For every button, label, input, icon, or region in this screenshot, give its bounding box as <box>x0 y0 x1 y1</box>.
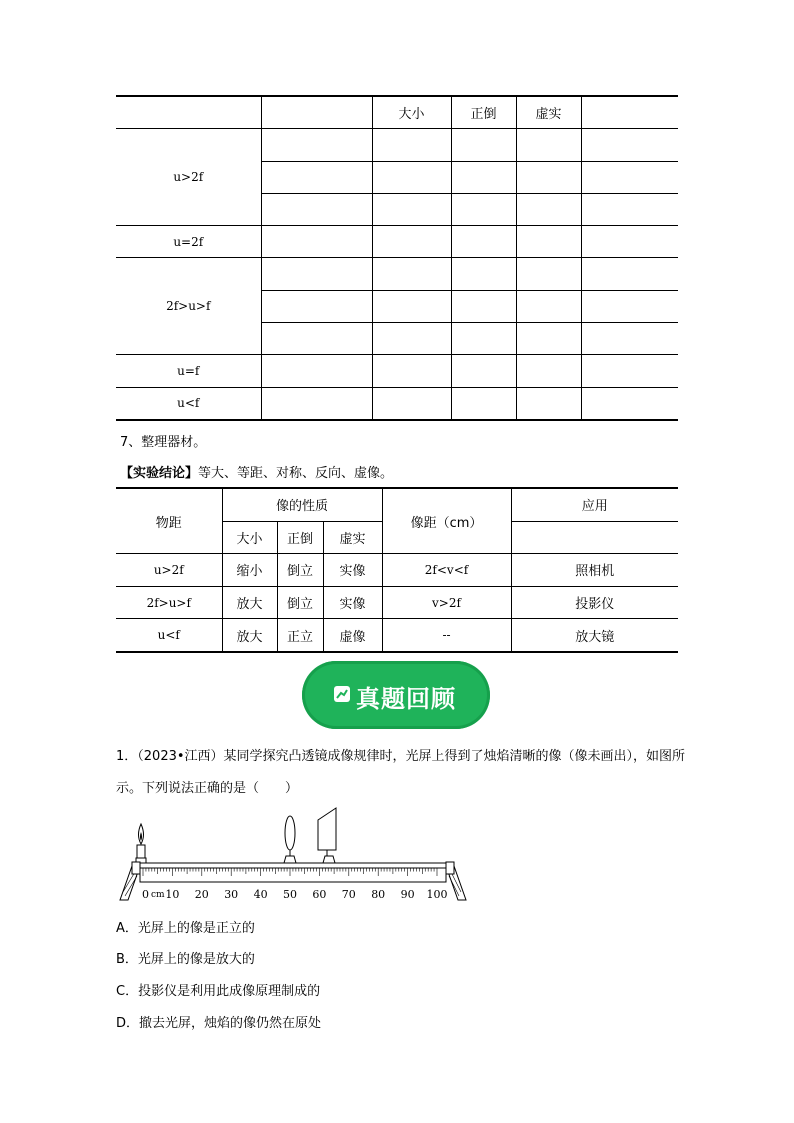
table-cell <box>516 226 581 258</box>
table-cell <box>451 323 516 355</box>
table-cell <box>581 193 678 225</box>
cell-image-distance: 2f<v<f <box>382 554 511 587</box>
table-cell <box>581 355 678 387</box>
table-cell <box>261 226 372 258</box>
option-a[interactable]: A．光屏上的像是正立的 <box>116 921 255 936</box>
row-label: 2f>u>f <box>116 258 261 355</box>
section-badge <box>302 661 490 729</box>
table-cell <box>451 387 516 420</box>
table-cell <box>261 161 372 193</box>
table-cell <box>261 129 372 161</box>
table-cell <box>451 193 516 225</box>
cell-application: 照相机 <box>511 554 678 587</box>
ruler-label: 40 <box>253 888 268 901</box>
table-cell <box>516 387 581 420</box>
table-cell <box>581 387 678 420</box>
question-text-line-1: 1．（2023•江西）某同学探究凸透镜成像规律时，光屏上得到了烛焰清晰的像（像未画出），如图所 <box>116 749 686 764</box>
cell-orientation: 倒立 <box>277 586 323 619</box>
ruler-label: 20 <box>194 888 209 901</box>
cell-object-distance: u>2f <box>116 554 222 587</box>
step-7: 7、整理器材。 <box>120 435 207 450</box>
ruler-label: 30 <box>224 888 239 901</box>
table-cell <box>581 161 678 193</box>
subheader-real-virtual: 虚实 <box>323 521 382 554</box>
header-size: 大小 <box>372 96 451 129</box>
ruler-label: 50 <box>283 888 297 901</box>
ruler-label: 10 <box>165 888 180 901</box>
table-cell <box>516 355 581 387</box>
table-cell <box>451 161 516 193</box>
table-cell <box>581 129 678 161</box>
table-cell <box>581 290 678 322</box>
row-label: u>2f <box>116 129 261 226</box>
table-cell <box>451 129 516 161</box>
option-b[interactable]: B．光屏上的像是放大的 <box>116 952 255 967</box>
cell-real-virtual: 实像 <box>323 554 382 587</box>
table-cell <box>516 161 581 193</box>
ruler-unit: cm <box>151 890 165 900</box>
row-label: u<f <box>116 387 261 420</box>
table-cell <box>372 161 451 193</box>
table-cell <box>261 290 372 322</box>
table-cell <box>581 258 678 290</box>
ruler-label: 70 <box>341 888 356 901</box>
ruler-label: 0 <box>142 888 149 901</box>
table-cell <box>516 258 581 290</box>
cell-image-distance: -- <box>382 619 511 652</box>
header-orientation: 正倒 <box>451 96 516 129</box>
table-cell <box>372 323 451 355</box>
table-cell <box>581 323 678 355</box>
subheader-size: 大小 <box>222 521 277 554</box>
table-cell <box>516 129 581 161</box>
row-label: u=f <box>116 355 261 387</box>
conclusion-table <box>116 487 678 653</box>
table-cell <box>372 226 451 258</box>
conclusion-line <box>120 462 393 481</box>
question-text-line-2: 示。下列说法正确的是（ ） <box>116 781 299 796</box>
cell-size: 放大 <box>222 619 277 652</box>
header-cell <box>581 96 678 129</box>
table-cell <box>516 193 581 225</box>
table-cell <box>372 290 451 322</box>
section-title: 真题回顾 <box>356 685 456 713</box>
table-cell <box>372 258 451 290</box>
table-cell <box>451 290 516 322</box>
observation-table <box>116 95 678 421</box>
header-real-virtual: 虚实 <box>516 96 581 129</box>
conclusion-text: 等大、等距、对称、反向、虚像。 <box>198 466 394 481</box>
table-cell <box>511 521 678 554</box>
table-cell <box>581 226 678 258</box>
convex-lens <box>284 816 296 863</box>
conclusion-label: 【实验结论】 <box>120 466 199 481</box>
header-cell <box>116 96 261 129</box>
table-cell <box>372 387 451 420</box>
table-cell <box>261 355 372 387</box>
header-application: 应用 <box>511 488 678 521</box>
cell-object-distance: u<f <box>116 619 222 652</box>
table-cell <box>372 193 451 225</box>
header-image-properties: 像的性质 <box>222 488 382 521</box>
cell-size: 放大 <box>222 586 277 619</box>
subheader-orientation: 正倒 <box>277 521 323 554</box>
cell-real-virtual: 实像 <box>323 586 382 619</box>
cell-size: 缩小 <box>222 554 277 587</box>
candle <box>136 824 146 863</box>
ruler-label: 100 <box>426 888 448 901</box>
table-cell <box>372 355 451 387</box>
cell-application: 放大镜 <box>511 619 678 652</box>
ruler-label: 80 <box>371 888 386 901</box>
table-cell <box>372 129 451 161</box>
option-d[interactable]: D．撤去光屏，烛焰的像仍然在原处 <box>116 1016 322 1031</box>
row-label: u=2f <box>116 226 261 258</box>
option-c[interactable]: C．投影仪是利用此成像原理制成的 <box>116 984 321 999</box>
cell-object-distance: 2f>u>f <box>116 586 222 619</box>
cell-application: 投影仪 <box>511 586 678 619</box>
cell-image-distance: v>2f <box>382 586 511 619</box>
table-cell <box>451 355 516 387</box>
ruler-label: 60 <box>312 888 327 901</box>
table-cell <box>516 290 581 322</box>
chart-icon <box>334 686 350 702</box>
cell-orientation: 正立 <box>277 619 323 652</box>
header-object-distance: 物距 <box>116 488 222 554</box>
ruler-label: 90 <box>400 888 415 901</box>
optical-bench-figure <box>110 800 470 906</box>
table-cell <box>516 323 581 355</box>
table-cell <box>261 193 372 225</box>
cell-orientation: 倒立 <box>277 554 323 587</box>
cell-real-virtual: 虚像 <box>323 619 382 652</box>
table-cell <box>451 258 516 290</box>
table-cell <box>261 323 372 355</box>
table-cell <box>451 226 516 258</box>
light-screen <box>318 808 336 863</box>
header-image-distance: 像距（cm） <box>382 488 511 554</box>
ruler-labels <box>142 888 448 901</box>
table-cell <box>261 387 372 420</box>
table-cell <box>261 258 372 290</box>
header-cell <box>261 96 372 129</box>
